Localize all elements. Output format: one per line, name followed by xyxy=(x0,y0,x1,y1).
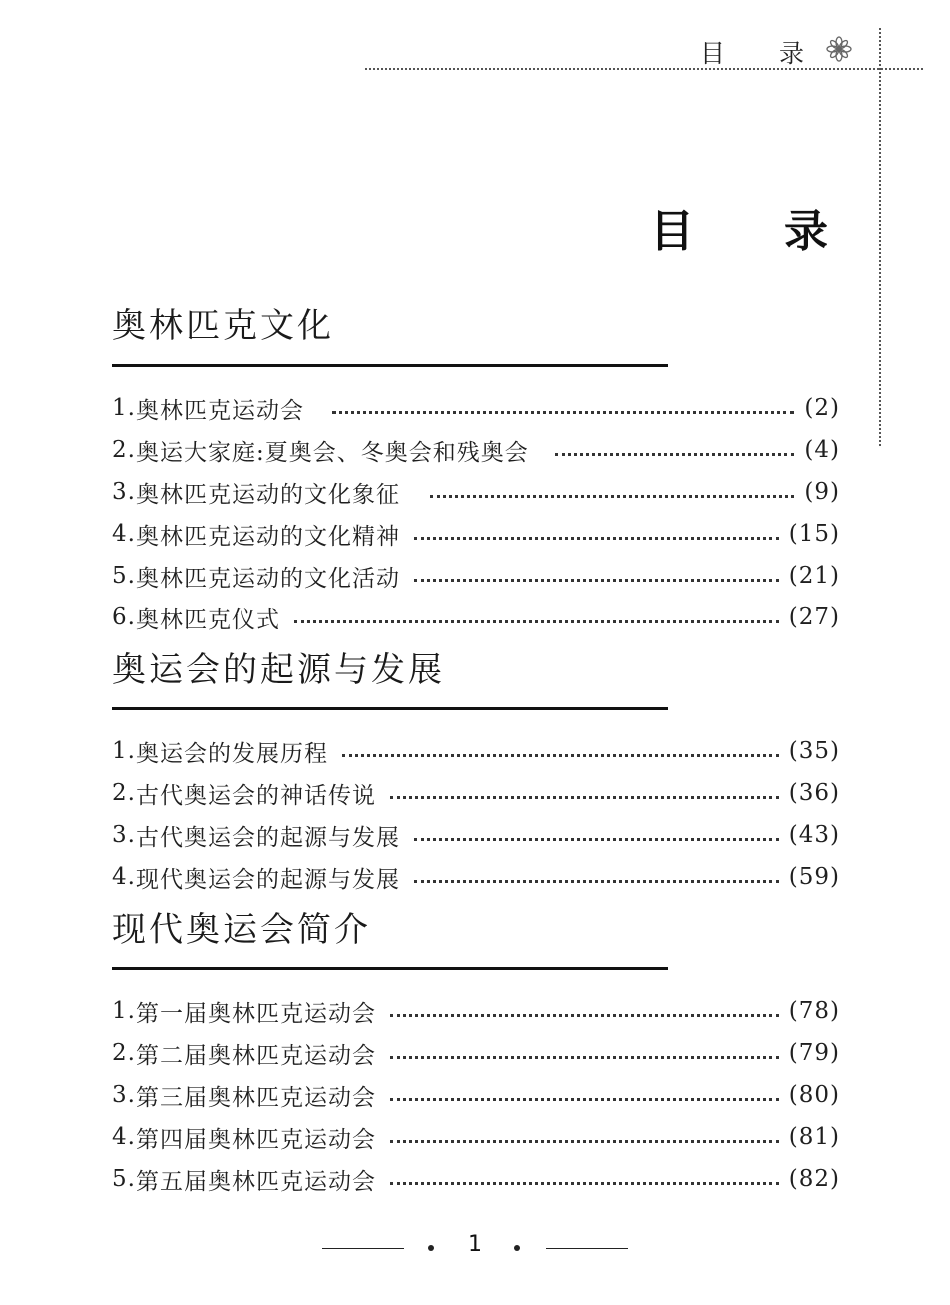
toc-leader-dots xyxy=(414,579,779,582)
section-heading: 现代奥运会简介 xyxy=(112,910,371,950)
toc-leader-dots xyxy=(332,411,794,414)
toc-entry-page: (36) xyxy=(788,780,840,806)
toc-entry-number: 1. xyxy=(112,738,136,764)
toc-entry-number: 2. xyxy=(112,780,136,806)
toc-entry-title: 古代奥运会的起源与发展 xyxy=(135,824,400,851)
toc-leader-dots xyxy=(390,796,779,799)
toc-entry[interactable] xyxy=(112,601,840,633)
toc-entry-page: (81) xyxy=(788,1124,840,1150)
toc-entry-page: (2) xyxy=(804,395,840,421)
toc-entry-number: 1. xyxy=(112,395,136,421)
toc-leader-dots xyxy=(390,1014,779,1017)
toc-entry-number: 2. xyxy=(112,1040,136,1066)
running-header-title xyxy=(700,34,830,70)
toc-leader-dots xyxy=(414,537,779,540)
toc-entry-page: (15) xyxy=(788,521,840,547)
toc-entry[interactable] xyxy=(112,434,840,466)
toc-entry-number: 3. xyxy=(112,822,136,848)
toc-entry-page: (78) xyxy=(788,998,840,1024)
footer-bullet-left xyxy=(428,1245,434,1251)
toc-entry[interactable] xyxy=(112,735,840,767)
toc-entry[interactable] xyxy=(112,476,840,508)
toc-entry-page: (43) xyxy=(788,822,840,848)
toc-entry-title: 第二届奥林匹克运动会 xyxy=(135,1042,376,1069)
toc-entry[interactable] xyxy=(112,819,840,851)
toc-entry-title: 现代奥运会的起源与发展 xyxy=(135,866,400,893)
running-header-char-2: 录 xyxy=(779,39,807,68)
toc-entry-title: 奥林匹克运动的文化精神 xyxy=(135,523,400,550)
toc-entry[interactable] xyxy=(112,518,840,550)
toc-entry-title: 奥林匹克运动的文化象征 xyxy=(135,481,400,508)
toc-entry-page: (9) xyxy=(804,479,840,505)
toc-entry-number: 3. xyxy=(112,1082,136,1108)
toc-leader-dots xyxy=(390,1140,779,1143)
toc-entry-number: 4. xyxy=(112,864,136,890)
section-heading: 奥运会的起源与发展 xyxy=(112,650,445,690)
toc-leader-dots xyxy=(414,880,779,883)
toc-entry-number: 4. xyxy=(112,521,136,547)
toc-leader-dots xyxy=(342,754,779,757)
toc-entry[interactable] xyxy=(112,560,840,592)
toc-entry-title: 奥运会的发展历程 xyxy=(135,740,328,767)
toc-leader-dots xyxy=(430,495,794,498)
toc-entry-title: 第一届奥林匹克运动会 xyxy=(135,1000,376,1027)
section-heading: 奥林匹克文化 xyxy=(112,306,334,346)
margin-dotted-rule xyxy=(879,28,881,446)
toc-entry-number: 5. xyxy=(112,563,136,589)
toc-entry-title: 奥林匹克仪式 xyxy=(135,606,280,633)
toc-leader-dots xyxy=(294,620,779,623)
toc-leader-dots xyxy=(414,838,779,841)
footer-rule-right xyxy=(546,1248,628,1249)
toc-entry-page: (21) xyxy=(788,563,840,589)
toc-entry[interactable] xyxy=(112,995,840,1027)
toc-entry[interactable] xyxy=(112,1121,840,1153)
toc-entry-page: (35) xyxy=(788,738,840,764)
flower-icon xyxy=(826,36,852,62)
footer-rule-left xyxy=(322,1248,404,1249)
header-dotted-rule xyxy=(365,68,923,70)
toc-leader-dots xyxy=(390,1098,779,1101)
toc-leader-dots xyxy=(555,453,795,456)
toc-entry[interactable] xyxy=(112,1037,840,1069)
toc-leader-dots xyxy=(390,1056,779,1059)
toc-entry[interactable] xyxy=(112,777,840,809)
toc-entry-page: (59) xyxy=(788,864,840,890)
page-title-char-2: 录 xyxy=(784,206,828,257)
toc-entry-number: 4. xyxy=(112,1124,136,1150)
toc-entry-number: 2. xyxy=(112,437,136,463)
toc-entry[interactable] xyxy=(112,861,840,893)
toc-entry-title: 第四届奥林匹克运动会 xyxy=(135,1126,376,1153)
toc-entry-number: 5. xyxy=(112,1166,136,1192)
toc-entry-title: 古代奥运会的神话传说 xyxy=(135,782,376,809)
footer-bullet-right xyxy=(514,1245,520,1251)
toc-entry[interactable] xyxy=(112,392,840,424)
toc-entry-title: 奥运大家庭:夏奥会、冬奥会和残奥会 xyxy=(135,439,529,466)
running-header-char-1: 目 xyxy=(700,39,728,68)
section-rule xyxy=(112,364,668,367)
toc-entry[interactable] xyxy=(112,1079,840,1111)
toc-entry-page: (27) xyxy=(788,604,840,630)
toc-leader-dots xyxy=(390,1182,779,1185)
toc-entry[interactable] xyxy=(112,1163,840,1195)
page-title-char-1: 目 xyxy=(650,206,694,257)
toc-entry-number: 1. xyxy=(112,998,136,1024)
page-title xyxy=(650,195,850,259)
toc-entry-number: 3. xyxy=(112,479,136,505)
toc-entry-page: (79) xyxy=(788,1040,840,1066)
toc-entry-number: 6. xyxy=(112,604,136,630)
section-rule xyxy=(112,707,668,710)
toc-entry-title: 奥林匹克运动会 xyxy=(135,397,304,424)
toc-entry-title: 第五届奥林匹克运动会 xyxy=(135,1168,376,1195)
toc-entry-title: 第三届奥林匹克运动会 xyxy=(135,1084,376,1111)
toc-entry-page: (4) xyxy=(804,437,840,463)
toc-entry-page: (82) xyxy=(788,1166,840,1192)
section-rule xyxy=(112,967,668,970)
page-number: 1 xyxy=(468,1232,482,1257)
toc-entry-page: (80) xyxy=(788,1082,840,1108)
toc-entry-title: 奥林匹克运动的文化活动 xyxy=(135,565,400,592)
